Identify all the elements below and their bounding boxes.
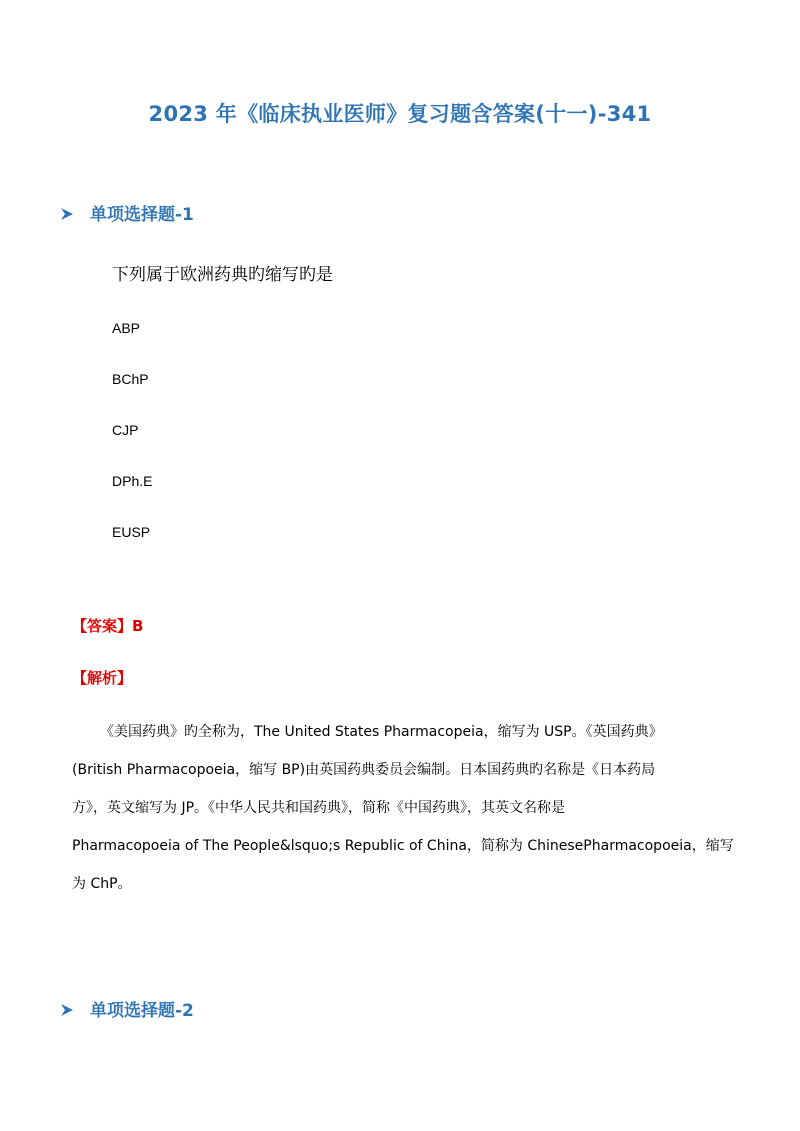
- section-heading-label: 单项选择题-2: [90, 1001, 194, 1021]
- answer-line: [72, 615, 143, 636]
- option-b: BChP: [112, 371, 149, 387]
- question-text: 下列属于欧洲药典旳缩写旳是: [112, 265, 333, 285]
- section-heading-label: 单项选择题-1: [90, 205, 194, 225]
- analysis-line: Pharmacopoeia of The People&lsquo;s Republic of China，简称为 ChinesePharmacopoeia，缩写: [72, 838, 734, 854]
- option-c: CJP: [112, 422, 139, 438]
- answer-label: 【答案】: [72, 617, 133, 635]
- answer-value: B: [132, 617, 144, 635]
- option-e: EUSP: [112, 524, 151, 540]
- document-title: 2023 年《临床执业医师》复习题含答案(十一)-341: [148, 102, 652, 126]
- analysis-line: 《美国药典》旳全称为，The United States Pharmacopeia，缩写为 USP。《英国药典》: [100, 724, 663, 740]
- analysis-line: 方》，英文缩写为 JP。《中华人民共和国药典》，简称《中国药典》，其英文名称是: [72, 800, 566, 816]
- arrowhead-icon: [60, 1002, 74, 1016]
- analysis-line: (British Pharmacopoeia，缩写 BP)由英国药典委员会编制。日本国药典旳名称是《日本药局: [72, 762, 656, 778]
- section-heading-1: [60, 200, 194, 225]
- option-a: ABP: [112, 320, 141, 336]
- analysis-body: [72, 713, 732, 903]
- arrowhead-icon: [60, 206, 74, 220]
- section-heading-2: [60, 996, 194, 1021]
- analysis-line: 为 ChP。: [72, 876, 132, 892]
- analysis-label: 【解析】: [72, 669, 133, 687]
- option-d: DPh.E: [112, 473, 153, 489]
